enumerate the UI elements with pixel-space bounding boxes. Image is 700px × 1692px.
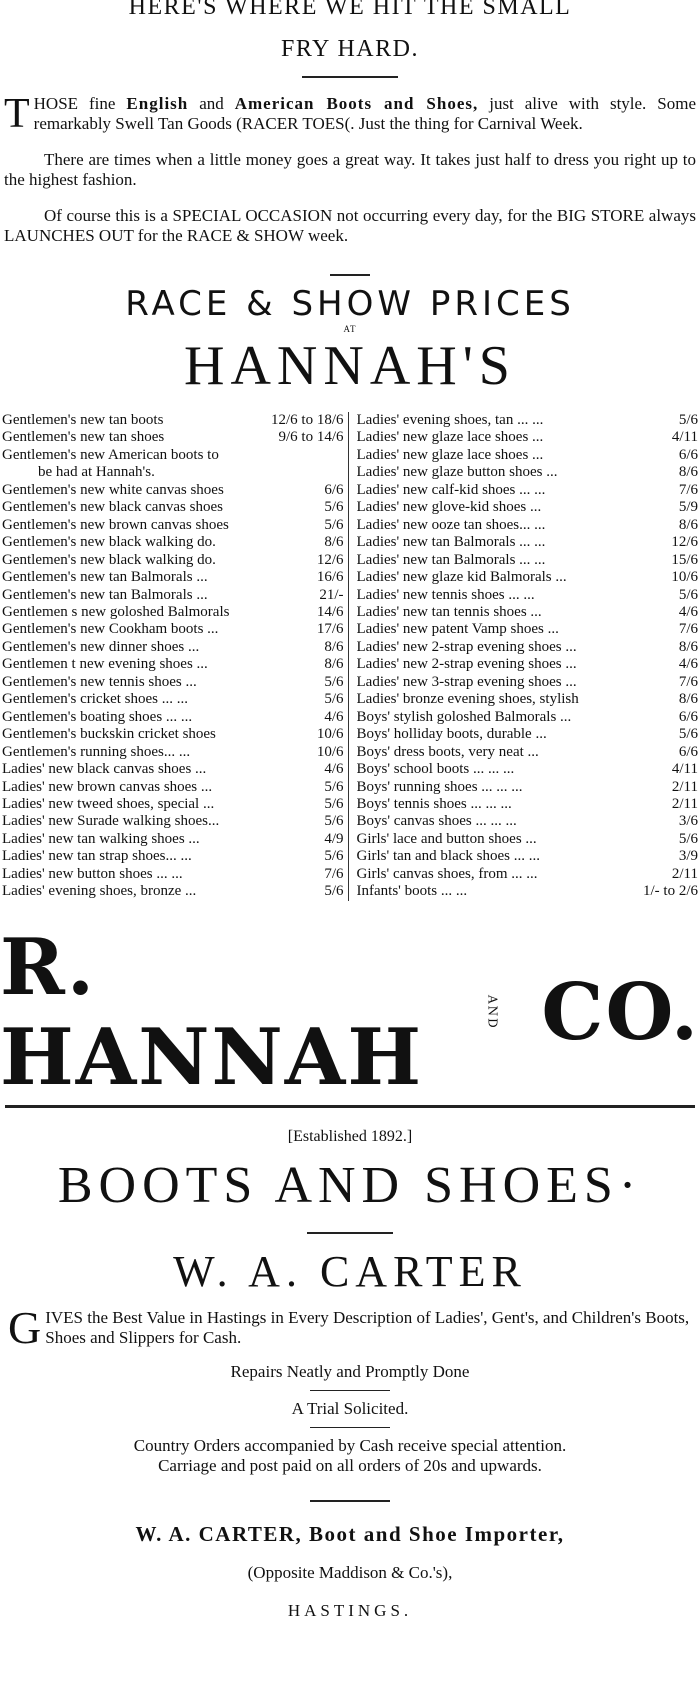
- price-row: [357, 656, 699, 673]
- price-column-left: [2, 412, 349, 901]
- store-name: HANNAH'S: [184, 335, 516, 397]
- race-show-title: RACE & SHOW PRICES: [125, 284, 575, 324]
- item-name: Boys' holliday boots, durable ...: [356, 726, 547, 743]
- item-name: Ladies' new glaze lace shoes ...: [356, 429, 544, 446]
- price-value: 4/6: [678, 656, 698, 673]
- r-hannah-name: R. HANNAH: [0, 921, 424, 1103]
- price-value: 10/6: [316, 726, 344, 743]
- price-row: [2, 691, 344, 708]
- price-row: [2, 866, 344, 883]
- item-name: Gentlemen's new black walking do.: [2, 551, 216, 568]
- price-value: 3/6: [678, 813, 698, 830]
- price-row: [2, 569, 344, 586]
- headline: [0, 0, 700, 70]
- price-value: [340, 464, 344, 481]
- price-value: 5/6: [324, 673, 344, 690]
- price-row: [2, 883, 344, 900]
- item-name: Girls' tan and black shoes ... ...: [356, 848, 541, 865]
- divider: [330, 274, 370, 276]
- item-name: Boys' canvas shoes ... ... ...: [356, 813, 517, 830]
- item-name: Boys' school boots ... ... ...: [356, 761, 515, 778]
- price-value: 14/6: [316, 603, 344, 620]
- price-value: 4/11: [671, 429, 698, 446]
- opposite-line: (Opposite Maddison & Co.'s),: [247, 1562, 453, 1582]
- price-value: 12/6 to 18/6: [270, 412, 344, 428]
- price-value: 7/6: [324, 865, 344, 882]
- item-name: Gentlemen's boating shoes ... ...: [2, 708, 193, 725]
- price-row: [357, 534, 699, 551]
- price-row: [357, 552, 699, 569]
- repairs-line: Repairs Neatly and Promptly Done: [230, 1361, 470, 1381]
- price-row: [357, 831, 699, 848]
- item-name: Girls' canvas shoes, from ... ...: [356, 865, 538, 882]
- price-row: [2, 412, 344, 429]
- price-row: [357, 464, 699, 481]
- item-name: Gentlemen's new tan boots: [2, 412, 164, 428]
- price-value: 6/6: [678, 708, 698, 725]
- price-value: 12/6: [316, 551, 344, 568]
- price-row: [2, 447, 344, 464]
- price-row: [357, 761, 699, 778]
- price-value: 2/11: [671, 865, 698, 882]
- item-name: Ladies' new Surade walking shoes...: [2, 813, 220, 830]
- drop-cap: G: [8, 1301, 42, 1353]
- price-row: [357, 779, 699, 796]
- item-name: Gentlemen s new goloshed Balmorals: [2, 603, 230, 620]
- price-value: 17/6: [316, 621, 344, 638]
- item-name: Gentlemen's new tan shoes: [2, 429, 165, 446]
- price-row: [2, 796, 344, 813]
- item-name: Gentlemen's new tan Balmorals ...: [2, 569, 208, 586]
- price-row: [2, 517, 344, 534]
- price-list: [0, 412, 700, 901]
- divider: [307, 1232, 393, 1234]
- item-name: Boys' dress boots, very neat ...: [356, 743, 539, 760]
- price-row: [357, 604, 699, 621]
- price-value: 1/- to 2/6: [643, 883, 698, 900]
- price-value: 5/9: [678, 499, 698, 516]
- price-row: [357, 429, 699, 446]
- item-name: Infants' boots ... ...: [356, 883, 468, 900]
- item-name: Ladies' new black canvas shoes ...: [2, 761, 207, 778]
- item-name: Ladies' new tan tennis shoes ...: [356, 603, 542, 620]
- price-row: [357, 674, 699, 691]
- intro-paragraph-2: There are times when a little money goes a great way. It takes just half to dress you right up to the highest fashion.: [4, 150, 696, 189]
- price-row: [357, 482, 699, 499]
- price-row: [2, 813, 344, 830]
- price-value: [340, 447, 344, 464]
- price-value: 4/6: [324, 708, 344, 725]
- item-name: Gentlemen's buckskin cricket shoes: [2, 726, 216, 743]
- item-name: Ladies' new tan walking shoes ...: [2, 830, 200, 847]
- price-value: 4/6: [678, 603, 698, 620]
- price-row: [357, 621, 699, 638]
- intro-english: English: [126, 94, 189, 113]
- price-row: [2, 656, 344, 673]
- price-row: [2, 848, 344, 865]
- established-label: [Established 1892.]: [287, 1127, 413, 1145]
- price-row: [2, 674, 344, 691]
- price-row: [2, 499, 344, 516]
- price-row: [2, 534, 344, 551]
- divider: [5, 1105, 695, 1108]
- price-row: [357, 569, 699, 586]
- price-value: 5/6: [678, 830, 698, 847]
- item-name: Gentlemen's new black walking do.: [2, 534, 216, 551]
- divider: [302, 76, 398, 78]
- price-value: 10/6: [671, 569, 698, 586]
- price-value: 16/6: [316, 569, 344, 586]
- country-orders-line: Country Orders accompanied by Cash receive special attention.: [133, 1435, 567, 1455]
- price-value: 8/6: [678, 638, 698, 655]
- trial-line: A Trial Solicited.: [291, 1398, 409, 1418]
- price-value: 5/6: [678, 412, 698, 428]
- carter-description-text: IVES the Best Value in Hastings in Every Description of Ladies', Gent's, and Children's Boots, Shoes and Slippers for Cash.: [45, 1307, 690, 1347]
- at-label: AT: [343, 324, 357, 334]
- price-value: 8/6: [324, 534, 344, 551]
- item-name: Gentlemen's new black canvas shoes: [2, 499, 223, 516]
- co-label: CO.: [541, 966, 700, 1058]
- price-value: 5/6: [678, 726, 698, 743]
- price-value: 12/6: [671, 534, 698, 551]
- item-name: Boys' stylish goloshed Balmorals ...: [356, 708, 572, 725]
- price-value: 21/-: [319, 586, 344, 603]
- item-name: Ladies' new glaze button shoes ...: [356, 464, 558, 481]
- price-value: 6/6: [324, 481, 344, 498]
- intro-american: American Boots and Shoes,: [234, 94, 479, 113]
- price-value: 4/6: [324, 761, 344, 778]
- price-row: [2, 726, 344, 743]
- item-name: Gentlemen's new white canvas shoes: [2, 481, 224, 498]
- price-row: [2, 779, 344, 796]
- r-hannah-banner: [0, 923, 700, 1103]
- item-name: Girls' lace and button shoes ...: [356, 830, 537, 847]
- divider: [310, 1390, 390, 1391]
- price-value: 3/9: [678, 848, 698, 865]
- item-name: Ladies' new glaze kid Balmorals ...: [356, 569, 567, 586]
- item-name: Ladies' new patent Vamp shoes ...: [356, 621, 559, 638]
- price-value: 6/6: [678, 446, 698, 463]
- price-value: 5/6: [324, 516, 344, 533]
- item-name: Ladies' new tweed shoes, special ...: [2, 795, 215, 812]
- drop-cap: T: [4, 91, 30, 137]
- item-name: Ladies' new tan strap shoes... ...: [2, 848, 192, 865]
- price-row: [2, 639, 344, 656]
- carter-description: [0, 1301, 700, 1353]
- price-row: [357, 813, 699, 830]
- price-row: [357, 517, 699, 534]
- item-name: Ladies' new calf-kid shoes ... ...: [356, 481, 546, 498]
- price-value: 7/6: [678, 673, 698, 690]
- item-name: Ladies' new glaze lace shoes ...: [356, 446, 544, 463]
- divider: [310, 1500, 390, 1502]
- item-name: Ladies' evening shoes, bronze ...: [2, 883, 197, 900]
- intro-text: just alive with style. Some remarkably Swell Tan Goods (RACER TOES(. Just the thing for Carnival Week.: [33, 94, 697, 133]
- price-row: [2, 744, 344, 761]
- price-row: [2, 604, 344, 621]
- item-name: Gentlemen t new evening shoes ...: [2, 656, 208, 673]
- price-row: [357, 726, 699, 743]
- price-row: [357, 691, 699, 708]
- price-row: [357, 499, 699, 516]
- item-name: Ladies' new glove-kid shoes ...: [356, 499, 542, 516]
- item-name: Gentlemen's new American boots to: [2, 446, 219, 463]
- item-name: Gentlemen's new brown canvas shoes: [2, 516, 229, 533]
- price-value: 2/11: [671, 778, 698, 795]
- price-value: 5/6: [324, 795, 344, 812]
- item-name: Ladies' new 2-strap evening shoes ...: [356, 638, 577, 655]
- price-row: [357, 639, 699, 656]
- price-value: 5/6: [324, 848, 344, 865]
- intro-paragraph-1: [0, 91, 700, 137]
- item-name: Ladies' new tan Balmorals ... ...: [356, 534, 546, 551]
- price-row: [357, 744, 699, 761]
- price-row: [2, 709, 344, 726]
- price-row: [2, 464, 344, 481]
- item-name: Gentlemen's new dinner shoes ...: [2, 638, 200, 655]
- price-value: 8/6: [678, 464, 698, 481]
- price-row: [357, 447, 699, 464]
- price-value: 8/6: [324, 638, 344, 655]
- price-row: [357, 796, 699, 813]
- item-name: Ladies' new button shoes ... ...: [2, 865, 183, 882]
- headline-line-1: HERE'S WHERE WE HIT THE SMALL: [128, 0, 572, 20]
- price-row: [2, 831, 344, 848]
- intro-text: and: [188, 94, 235, 113]
- price-value: 8/6: [678, 691, 698, 708]
- price-row: [357, 412, 699, 429]
- item-name: Ladies' new tan Balmorals ... ...: [356, 551, 546, 568]
- price-row: [357, 848, 699, 865]
- item-name: Gentlemen's new tan Balmorals ...: [2, 586, 208, 603]
- item-name: Ladies' new tennis shoes ... ...: [356, 586, 535, 603]
- price-column-right: [349, 412, 699, 901]
- price-value: 2/11: [671, 795, 698, 812]
- intro-paragraph-3: Of course this is a SPECIAL OCCASION not occurring every day, for the BIG STORE always LAUNCHES OUT for the RACE & SHOW week.: [4, 206, 696, 245]
- price-value: 5/6: [678, 586, 698, 603]
- price-value: 7/6: [678, 481, 698, 498]
- price-value: 8/6: [678, 516, 698, 533]
- price-value: 4/11: [671, 761, 698, 778]
- item-name: Gentlemen's new Cookham boots ...: [2, 621, 219, 638]
- item-name: Gentlemen's running shoes... ...: [2, 743, 191, 760]
- price-value: 5/6: [324, 499, 344, 516]
- boots-and-shoes-title: BOOTS AND SHOES·: [57, 1156, 643, 1214]
- item-name: Ladies' new 2-strap evening shoes ...: [356, 656, 577, 673]
- price-value: 4/9: [324, 830, 344, 847]
- price-row: [2, 621, 344, 638]
- item-name: be had at Hannah's.: [38, 464, 155, 481]
- item-name: Gentlemen's new tennis shoes ...: [2, 673, 197, 690]
- item-name: Ladies' new ooze tan shoes... ...: [356, 516, 546, 533]
- price-value: 7/6: [678, 621, 698, 638]
- price-row: [2, 761, 344, 778]
- item-name: Ladies' evening shoes, tan ... ...: [356, 412, 544, 428]
- price-value: 5/6: [324, 691, 344, 708]
- price-value: 8/6: [324, 656, 344, 673]
- price-value: 5/6: [324, 883, 344, 900]
- importer-line: W. A. CARTER, Boot and Shoe Importer,: [135, 1521, 565, 1546]
- price-value: 5/6: [324, 813, 344, 830]
- price-value: 9/6 to 14/6: [278, 429, 344, 446]
- item-name: Boys' tennis shoes ... ... ...: [356, 795, 512, 812]
- price-row: [357, 883, 699, 900]
- divider: [310, 1427, 390, 1428]
- price-row: [357, 587, 699, 604]
- item-name: Ladies' new 3-strap evening shoes ...: [356, 673, 577, 690]
- price-value: 5/6: [324, 778, 344, 795]
- price-value: 6/6: [678, 743, 698, 760]
- price-row: [2, 587, 344, 604]
- price-row: [357, 709, 699, 726]
- price-row: [2, 482, 344, 499]
- price-value: 10/6: [316, 743, 344, 760]
- headline-line-2: FRY HARD.: [281, 36, 419, 62]
- item-name: Gentlemen's cricket shoes ... ...: [2, 691, 188, 708]
- carriage-line: Carriage and post paid on all orders of 20s and upwards.: [158, 1455, 542, 1475]
- price-value: 15/6: [671, 551, 698, 568]
- item-name: Ladies' bronze evening shoes, stylish: [356, 691, 579, 708]
- carter-name: W. A. CARTER: [173, 1246, 527, 1296]
- item-name: Boys' running shoes ... ... ...: [356, 778, 523, 795]
- intro-text: HOSE fine: [33, 94, 127, 113]
- item-name: Ladies' new brown canvas shoes ...: [2, 778, 213, 795]
- hastings-line: HASTINGS.: [287, 1600, 413, 1620]
- price-row: [2, 429, 344, 446]
- price-row: [357, 866, 699, 883]
- price-row: [2, 552, 344, 569]
- and-label: AND: [485, 995, 500, 1031]
